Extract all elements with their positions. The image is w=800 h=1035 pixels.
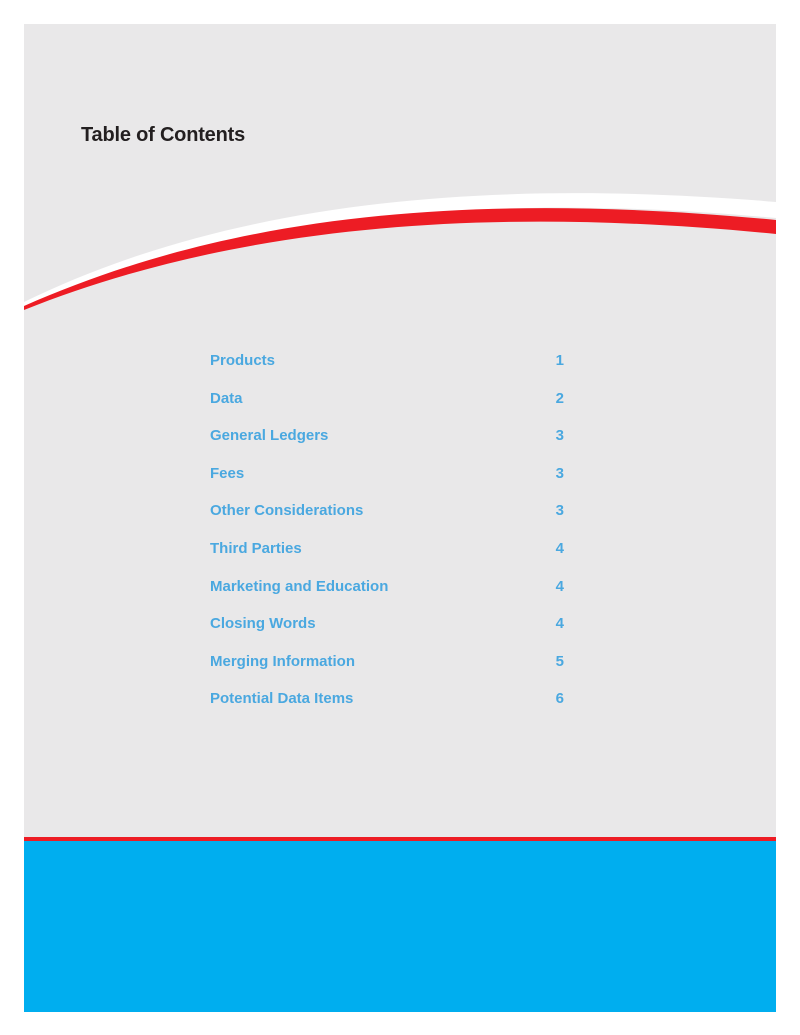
toc-entry-page-number: 5 (555, 652, 564, 670)
toc-entry-label: Products (210, 352, 276, 369)
toc-entry-page-number: 3 (555, 427, 564, 445)
toc-entry-general-ledgers[interactable] (210, 424, 564, 462)
toc-entry-label: Fees (210, 464, 245, 482)
toc-entry-page-number: 4 (555, 577, 564, 595)
toc-entry-label: General Ledgers (210, 427, 329, 445)
swoosh-white-band (24, 193, 776, 309)
toc-entry-fees[interactable] (210, 462, 564, 500)
toc-entry-merging-information[interactable] (210, 650, 564, 688)
toc-entry-page-number: 6 (555, 690, 564, 708)
toc-entry-potential-data-items[interactable] (210, 687, 564, 725)
toc-entry-label: Marketing and Education (210, 577, 389, 595)
footer-blue-band (24, 837, 776, 1012)
toc-entry-label: Closing Words (210, 615, 316, 633)
toc-entry-other-considerations[interactable] (210, 499, 564, 537)
toc-entry-closing-words[interactable] (210, 612, 564, 650)
toc-entry-label: Other Considerations (210, 502, 364, 520)
toc-entry-label: Merging Information (210, 652, 355, 670)
document-page (24, 24, 776, 1012)
footer-red-rule (24, 837, 776, 841)
toc-entry-page-number: 4 (555, 539, 564, 557)
page-title: Table of Contents (81, 124, 246, 146)
decorative-swoosh (24, 174, 776, 344)
toc-entry-products[interactable] (210, 349, 564, 387)
toc-entry-page-number: 1 (555, 352, 564, 369)
toc-list (210, 349, 564, 725)
toc-entry-page-number: 3 (555, 464, 564, 482)
toc-entry-page-number: 4 (555, 615, 564, 633)
toc-entry-label: Data (210, 389, 243, 407)
toc-entry-label: Third Parties (210, 539, 302, 557)
toc-entry-marketing-and-education[interactable] (210, 575, 564, 613)
toc-entry-page-number: 3 (555, 502, 564, 520)
toc-entry-data[interactable] (210, 387, 564, 425)
toc-entry-page-number: 2 (555, 389, 564, 407)
toc-entry-third-parties[interactable] (210, 537, 564, 575)
toc-entry-label: Potential Data Items (210, 690, 354, 708)
